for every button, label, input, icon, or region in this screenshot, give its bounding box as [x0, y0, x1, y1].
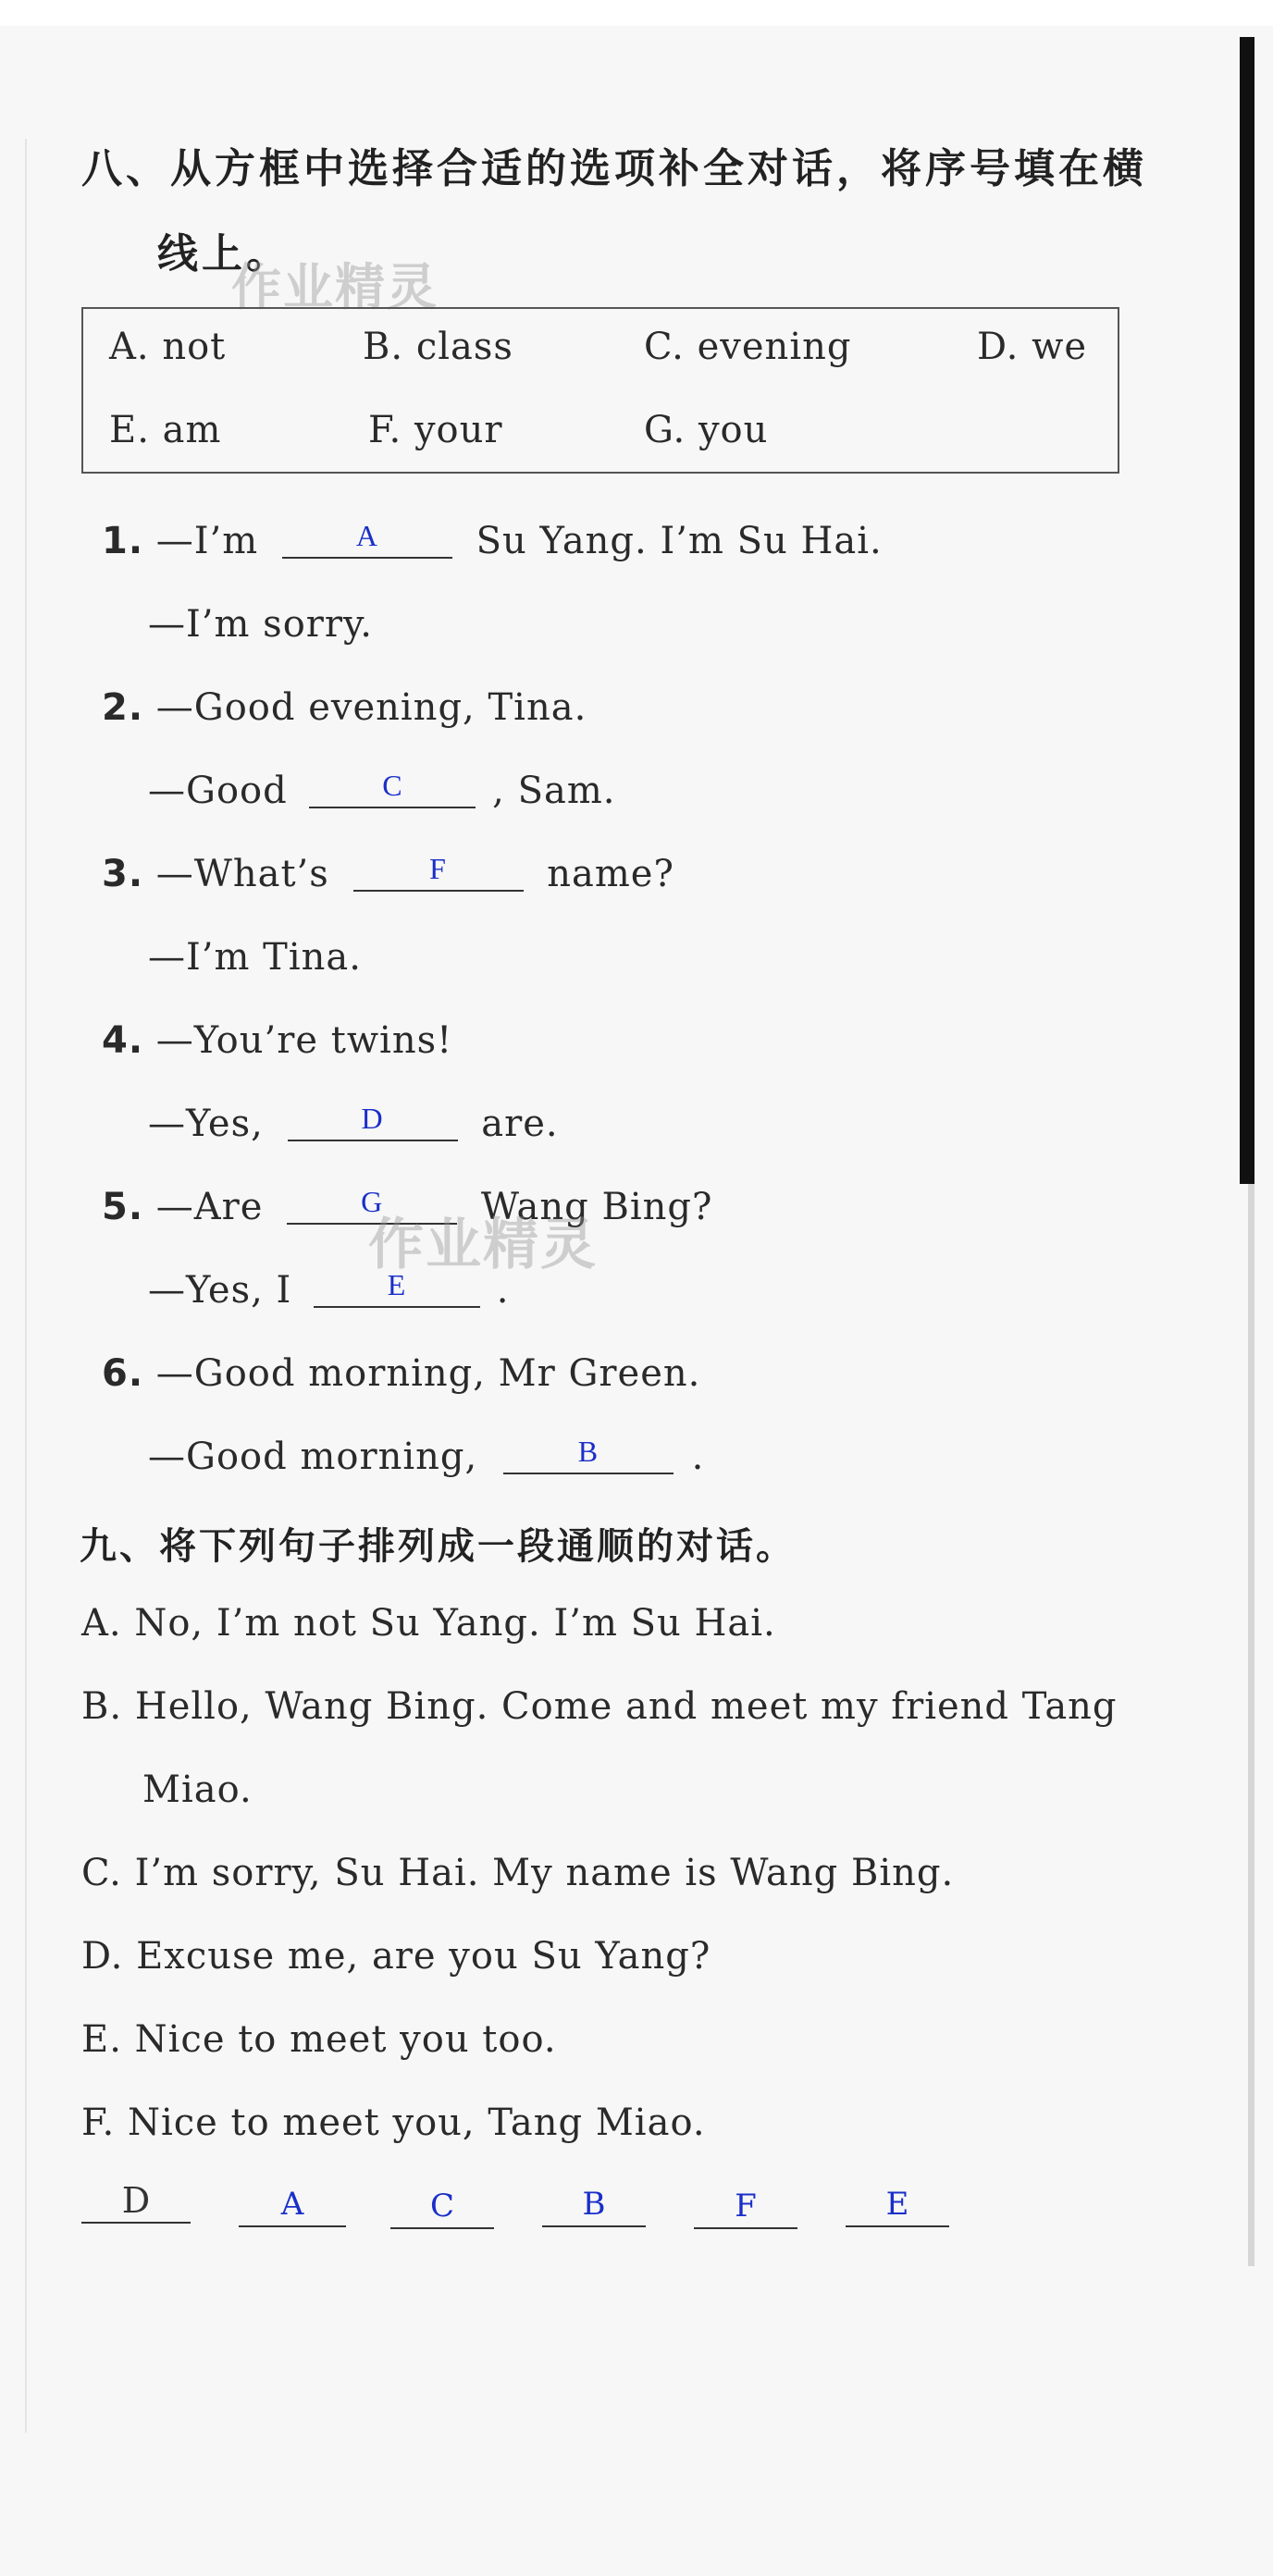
item6-text: —Good morning, Mr Green.: [155, 1352, 701, 1395]
item5-text-pre: —Yes, I: [148, 1269, 292, 1312]
right-binding-bar: [1240, 37, 1254, 1184]
sentence-a: A. No, I’m not Su Yang. I’m Su Hai.: [81, 1602, 776, 1645]
order-blank-2[interactable]: [239, 2183, 346, 2227]
item-number: 5.: [102, 1186, 144, 1228]
option-a: A. not: [109, 326, 227, 368]
answer-mark: F: [429, 852, 447, 885]
answer-blank[interactable]: [503, 1430, 674, 1474]
order-blank-5[interactable]: [694, 2185, 797, 2229]
item3-text-post: name?: [547, 853, 674, 895]
answer-mark: E: [387, 1268, 407, 1301]
option-b: B. class: [363, 326, 513, 368]
option-e: E. am: [109, 409, 222, 451]
answer-mark: C: [382, 769, 403, 802]
order-answer: C: [429, 2188, 454, 2225]
top-band: [0, 0, 1273, 26]
answer-blank[interactable]: [353, 847, 524, 892]
item1-text-pre: —I’m: [155, 520, 259, 562]
order-answer: D: [121, 2180, 151, 2221]
watermark-logo: 作业精灵: [231, 258, 439, 316]
order-answer: E: [885, 2186, 909, 2223]
right-edge-shadow: [1248, 1184, 1254, 2266]
item4-text: —You’re twins!: [155, 1019, 453, 1062]
section9-heading: 九、将下列句子排列成一段通顺的对话。: [80, 1525, 796, 1568]
item6-text-pre: —Good morning,: [148, 1436, 478, 1478]
item-number: 1.: [102, 520, 144, 562]
item4-line-b: [148, 1097, 559, 1151]
answer-mark: G: [361, 1185, 384, 1218]
order-blank-1[interactable]: [81, 2179, 191, 2224]
order-blank-4[interactable]: [542, 2183, 646, 2227]
answer-blank[interactable]: [309, 764, 476, 808]
option-g: G. you: [644, 409, 769, 451]
section8-heading-line2: 线上。: [157, 230, 290, 277]
item5-text-post: .: [496, 1269, 510, 1312]
item4-text-pre: —Yes,: [148, 1103, 264, 1145]
item3-line-a: [102, 847, 674, 901]
item2-line-b: [148, 764, 616, 818]
item6-text-post: .: [691, 1436, 705, 1478]
item2-text-pre: —Good: [148, 770, 288, 812]
item6-line-a: [102, 1347, 700, 1400]
order-answer: B: [582, 2186, 606, 2223]
item1-text-post: Su Yang. I’m Su Hai.: [476, 520, 883, 562]
order-answer: A: [280, 2186, 304, 2223]
answer-blank[interactable]: [314, 1263, 480, 1308]
item-number: 6.: [102, 1352, 144, 1395]
option-f: F. your: [368, 409, 503, 451]
item5-line-b: [148, 1263, 510, 1317]
sentence-c: C. I’m sorry, Su Hai. My name is Wang Bing.: [81, 1852, 955, 1894]
item5-text-pre: —Are: [155, 1186, 264, 1228]
options-box: [81, 307, 1119, 474]
item2-text: —Good evening, Tina.: [155, 686, 587, 729]
order-answer: F: [735, 2188, 757, 2225]
sentence-b-continued: Miao.: [142, 1769, 253, 1811]
item4-text-post: are.: [481, 1103, 559, 1145]
item2-line-a: [102, 681, 587, 734]
item3-line-b: —I’m Tina.: [148, 936, 362, 979]
section8-heading-line1: 八、从方框中选择合适的选项补全对话，将序号填在横: [81, 145, 1147, 192]
left-margin-rule: [25, 139, 27, 2433]
item-number: 3.: [102, 853, 144, 895]
sentence-e: E. Nice to meet you too.: [81, 2018, 557, 2061]
order-blank-3[interactable]: [390, 2185, 494, 2229]
item-number: 2.: [102, 686, 144, 729]
option-c: C. evening: [644, 326, 852, 368]
option-d: D. we: [977, 326, 1087, 368]
item-number: 4.: [102, 1019, 144, 1062]
answer-mark: B: [577, 1435, 599, 1468]
sentence-f: F. Nice to meet you, Tang Miao.: [81, 2101, 706, 2144]
answer-blank[interactable]: [282, 514, 452, 559]
item3-text-pre: —What’s: [155, 853, 329, 895]
item1-line-b: —I’m sorry.: [148, 603, 374, 646]
answer-mark: A: [355, 519, 378, 552]
sentence-b: B. Hello, Wang Bing. Come and meet my friend Tang: [81, 1685, 1118, 1728]
order-blank-6[interactable]: [846, 2183, 949, 2227]
item1-line-a: [102, 514, 883, 568]
item2-text-post: , Sam.: [492, 770, 616, 812]
answer-blank[interactable]: [288, 1097, 458, 1141]
item6-line-b: [148, 1430, 704, 1484]
item5-text-post: Wang Bing?: [480, 1186, 713, 1228]
item4-line-a: [102, 1014, 452, 1067]
sentence-d: D. Excuse me, are you Su Yang?: [81, 1935, 711, 1978]
answer-mark: D: [361, 1102, 384, 1135]
watermark-logo: 作业精灵: [368, 1213, 598, 1277]
